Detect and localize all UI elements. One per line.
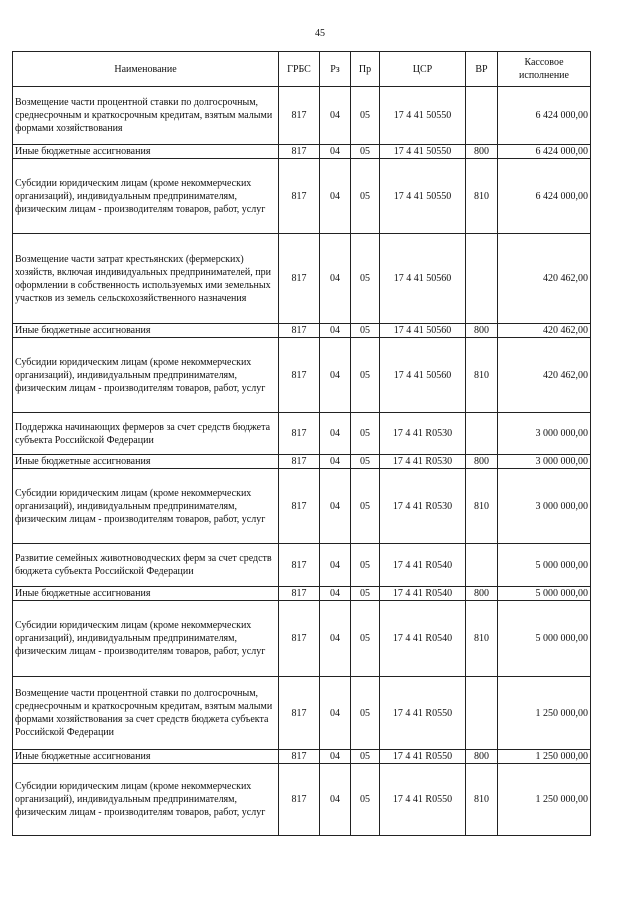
cell-vr: [466, 677, 498, 750]
cell-name: Субсидии юридическим лицам (кроме некоммерческих организаций), индивидуальным предпринимателям, физическим лицам - производителям товаров, работ, услуг: [13, 159, 279, 234]
cell-name: Иные бюджетные ассигнования: [13, 145, 279, 159]
table-row: [13, 234, 591, 324]
header-csr: ЦСР: [380, 52, 466, 87]
cell-grbs: 817: [279, 469, 320, 544]
cell-grbs: 817: [279, 324, 320, 338]
cell-name: Иные бюджетные ассигнования: [13, 587, 279, 601]
cell-pr: 05: [351, 544, 380, 587]
cell-rz: 04: [320, 587, 351, 601]
cell-rz: 04: [320, 750, 351, 764]
cell-amount: 6 424 000,00: [498, 159, 591, 234]
cell-csr: 17 4 41 R0540: [380, 544, 466, 587]
cell-amount: 420 462,00: [498, 324, 591, 338]
header-pr: Пр: [351, 52, 380, 87]
cell-name: Поддержка начинающих фермеров за счет средств бюджета субъекта Российской Федерации: [13, 413, 279, 455]
table-row: [13, 338, 591, 413]
table-header-row: [13, 52, 591, 87]
budget-table: [12, 51, 591, 836]
cell-amount: 1 250 000,00: [498, 750, 591, 764]
header-vr: ВР: [466, 52, 498, 87]
cell-grbs: 817: [279, 234, 320, 324]
table-row: [13, 145, 591, 159]
table-row: [13, 677, 591, 750]
cell-vr: 800: [466, 587, 498, 601]
cell-rz: 04: [320, 764, 351, 836]
cell-csr: 17 4 41 50550: [380, 159, 466, 234]
cell-grbs: 817: [279, 159, 320, 234]
cell-csr: 17 4 41 R0540: [380, 601, 466, 677]
table-row: [13, 87, 591, 145]
cell-grbs: 817: [279, 750, 320, 764]
cell-pr: 05: [351, 764, 380, 836]
cell-csr: 17 4 41 R0550: [380, 677, 466, 750]
cell-rz: 04: [320, 87, 351, 145]
cell-vr: 800: [466, 324, 498, 338]
cell-pr: 05: [351, 601, 380, 677]
cell-csr: 17 4 41 50550: [380, 87, 466, 145]
cell-grbs: 817: [279, 587, 320, 601]
cell-vr: 810: [466, 601, 498, 677]
cell-grbs: 817: [279, 601, 320, 677]
cell-pr: 05: [351, 145, 380, 159]
cell-vr: [466, 413, 498, 455]
table-row: [13, 324, 591, 338]
cell-pr: 05: [351, 324, 380, 338]
cell-amount: 3 000 000,00: [498, 455, 591, 469]
cell-name: Возмещение части затрат крестьянских (фермерских) хозяйств, включая индивидуальных предпринимателей, при оформлении в собственность используемых ими земельных участков из земель сельскохозяйственного назначения: [13, 234, 279, 324]
cell-amount: 6 424 000,00: [498, 145, 591, 159]
header-amount: Кассовое исполнение: [498, 52, 591, 87]
cell-grbs: 817: [279, 455, 320, 469]
cell-rz: 04: [320, 338, 351, 413]
table-row: [13, 544, 591, 587]
cell-rz: 04: [320, 234, 351, 324]
cell-vr: 800: [466, 455, 498, 469]
cell-pr: 05: [351, 159, 380, 234]
cell-amount: 5 000 000,00: [498, 587, 591, 601]
cell-rz: 04: [320, 455, 351, 469]
cell-amount: 5 000 000,00: [498, 544, 591, 587]
table-row: [13, 601, 591, 677]
cell-csr: 17 4 41 R0530: [380, 413, 466, 455]
cell-pr: 05: [351, 750, 380, 764]
cell-rz: 04: [320, 544, 351, 587]
cell-amount: 1 250 000,00: [498, 677, 591, 750]
cell-csr: 17 4 41 50560: [380, 338, 466, 413]
cell-rz: 04: [320, 413, 351, 455]
table-row: [13, 159, 591, 234]
cell-csr: 17 4 41 50560: [380, 234, 466, 324]
header-grbs: ГРБС: [279, 52, 320, 87]
cell-vr: 810: [466, 338, 498, 413]
cell-csr: 17 4 41 R0550: [380, 750, 466, 764]
cell-name: Субсидии юридическим лицам (кроме некоммерческих организаций), индивидуальным предпринимателям, физическим лицам - производителям товаров, работ, услуг: [13, 601, 279, 677]
cell-pr: 05: [351, 87, 380, 145]
cell-grbs: 817: [279, 87, 320, 145]
cell-pr: 05: [351, 677, 380, 750]
cell-name: Развитие семейных животноводческих ферм за счет средств бюджета субъекта Российской Федерации: [13, 544, 279, 587]
cell-amount: 420 462,00: [498, 338, 591, 413]
cell-pr: 05: [351, 469, 380, 544]
cell-rz: 04: [320, 159, 351, 234]
cell-vr: 800: [466, 145, 498, 159]
cell-grbs: 817: [279, 677, 320, 750]
cell-name: Возмещение части процентной ставки по долгосрочным, среднесрочным и краткосрочным кредитам, взятым малыми формами хозяйствования: [13, 87, 279, 145]
cell-vr: 810: [466, 764, 498, 836]
cell-vr: [466, 234, 498, 324]
cell-amount: 1 250 000,00: [498, 764, 591, 836]
table-row: [13, 455, 591, 469]
table-row: [13, 469, 591, 544]
cell-csr: 17 4 41 R0530: [380, 455, 466, 469]
cell-name: Субсидии юридическим лицам (кроме некоммерческих организаций), индивидуальным предпринимателям, физическим лицам - производителям товаров, работ, услуг: [13, 338, 279, 413]
cell-rz: 04: [320, 677, 351, 750]
cell-csr: 17 4 41 R0530: [380, 469, 466, 544]
cell-rz: 04: [320, 601, 351, 677]
cell-vr: [466, 544, 498, 587]
cell-rz: 04: [320, 324, 351, 338]
cell-name: Иные бюджетные ассигнования: [13, 455, 279, 469]
cell-vr: 810: [466, 159, 498, 234]
cell-csr: 17 4 41 R0550: [380, 764, 466, 836]
cell-name: Иные бюджетные ассигнования: [13, 750, 279, 764]
cell-rz: 04: [320, 469, 351, 544]
cell-name: Субсидии юридическим лицам (кроме некоммерческих организаций), индивидуальным предпринимателям, физическим лицам - производителям товаров, работ, услуг: [13, 764, 279, 836]
cell-vr: [466, 87, 498, 145]
cell-amount: 420 462,00: [498, 234, 591, 324]
cell-pr: 05: [351, 234, 380, 324]
page-number: 45: [315, 28, 325, 39]
cell-pr: 05: [351, 455, 380, 469]
cell-amount: 5 000 000,00: [498, 601, 591, 677]
cell-grbs: 817: [279, 764, 320, 836]
cell-rz: 04: [320, 145, 351, 159]
cell-csr: 17 4 41 50550: [380, 145, 466, 159]
cell-amount: 6 424 000,00: [498, 87, 591, 145]
cell-grbs: 817: [279, 338, 320, 413]
cell-pr: 05: [351, 587, 380, 601]
cell-csr: 17 4 41 R0540: [380, 587, 466, 601]
cell-name: Субсидии юридическим лицам (кроме некоммерческих организаций), индивидуальным предпринимателям, физическим лицам - производителям товаров, работ, услуг: [13, 469, 279, 544]
table-row: [13, 413, 591, 455]
cell-grbs: 817: [279, 145, 320, 159]
cell-vr: 810: [466, 469, 498, 544]
table-row: [13, 750, 591, 764]
cell-name: Иные бюджетные ассигнования: [13, 324, 279, 338]
cell-name: Возмещение части процентной ставки по долгосрочным, среднесрочным и краткосрочным кредитам, взятым малыми формами хозяйствования за счет средств бюджета субъекта Российской Федерации: [13, 677, 279, 750]
cell-csr: 17 4 41 50560: [380, 324, 466, 338]
header-name: Наименование: [13, 52, 279, 87]
header-rz: Рз: [320, 52, 351, 87]
cell-grbs: 817: [279, 413, 320, 455]
cell-grbs: 817: [279, 544, 320, 587]
table-row: [13, 764, 591, 836]
cell-vr: 800: [466, 750, 498, 764]
cell-pr: 05: [351, 338, 380, 413]
cell-amount: 3 000 000,00: [498, 469, 591, 544]
table-row: [13, 587, 591, 601]
cell-amount: 3 000 000,00: [498, 413, 591, 455]
cell-pr: 05: [351, 413, 380, 455]
